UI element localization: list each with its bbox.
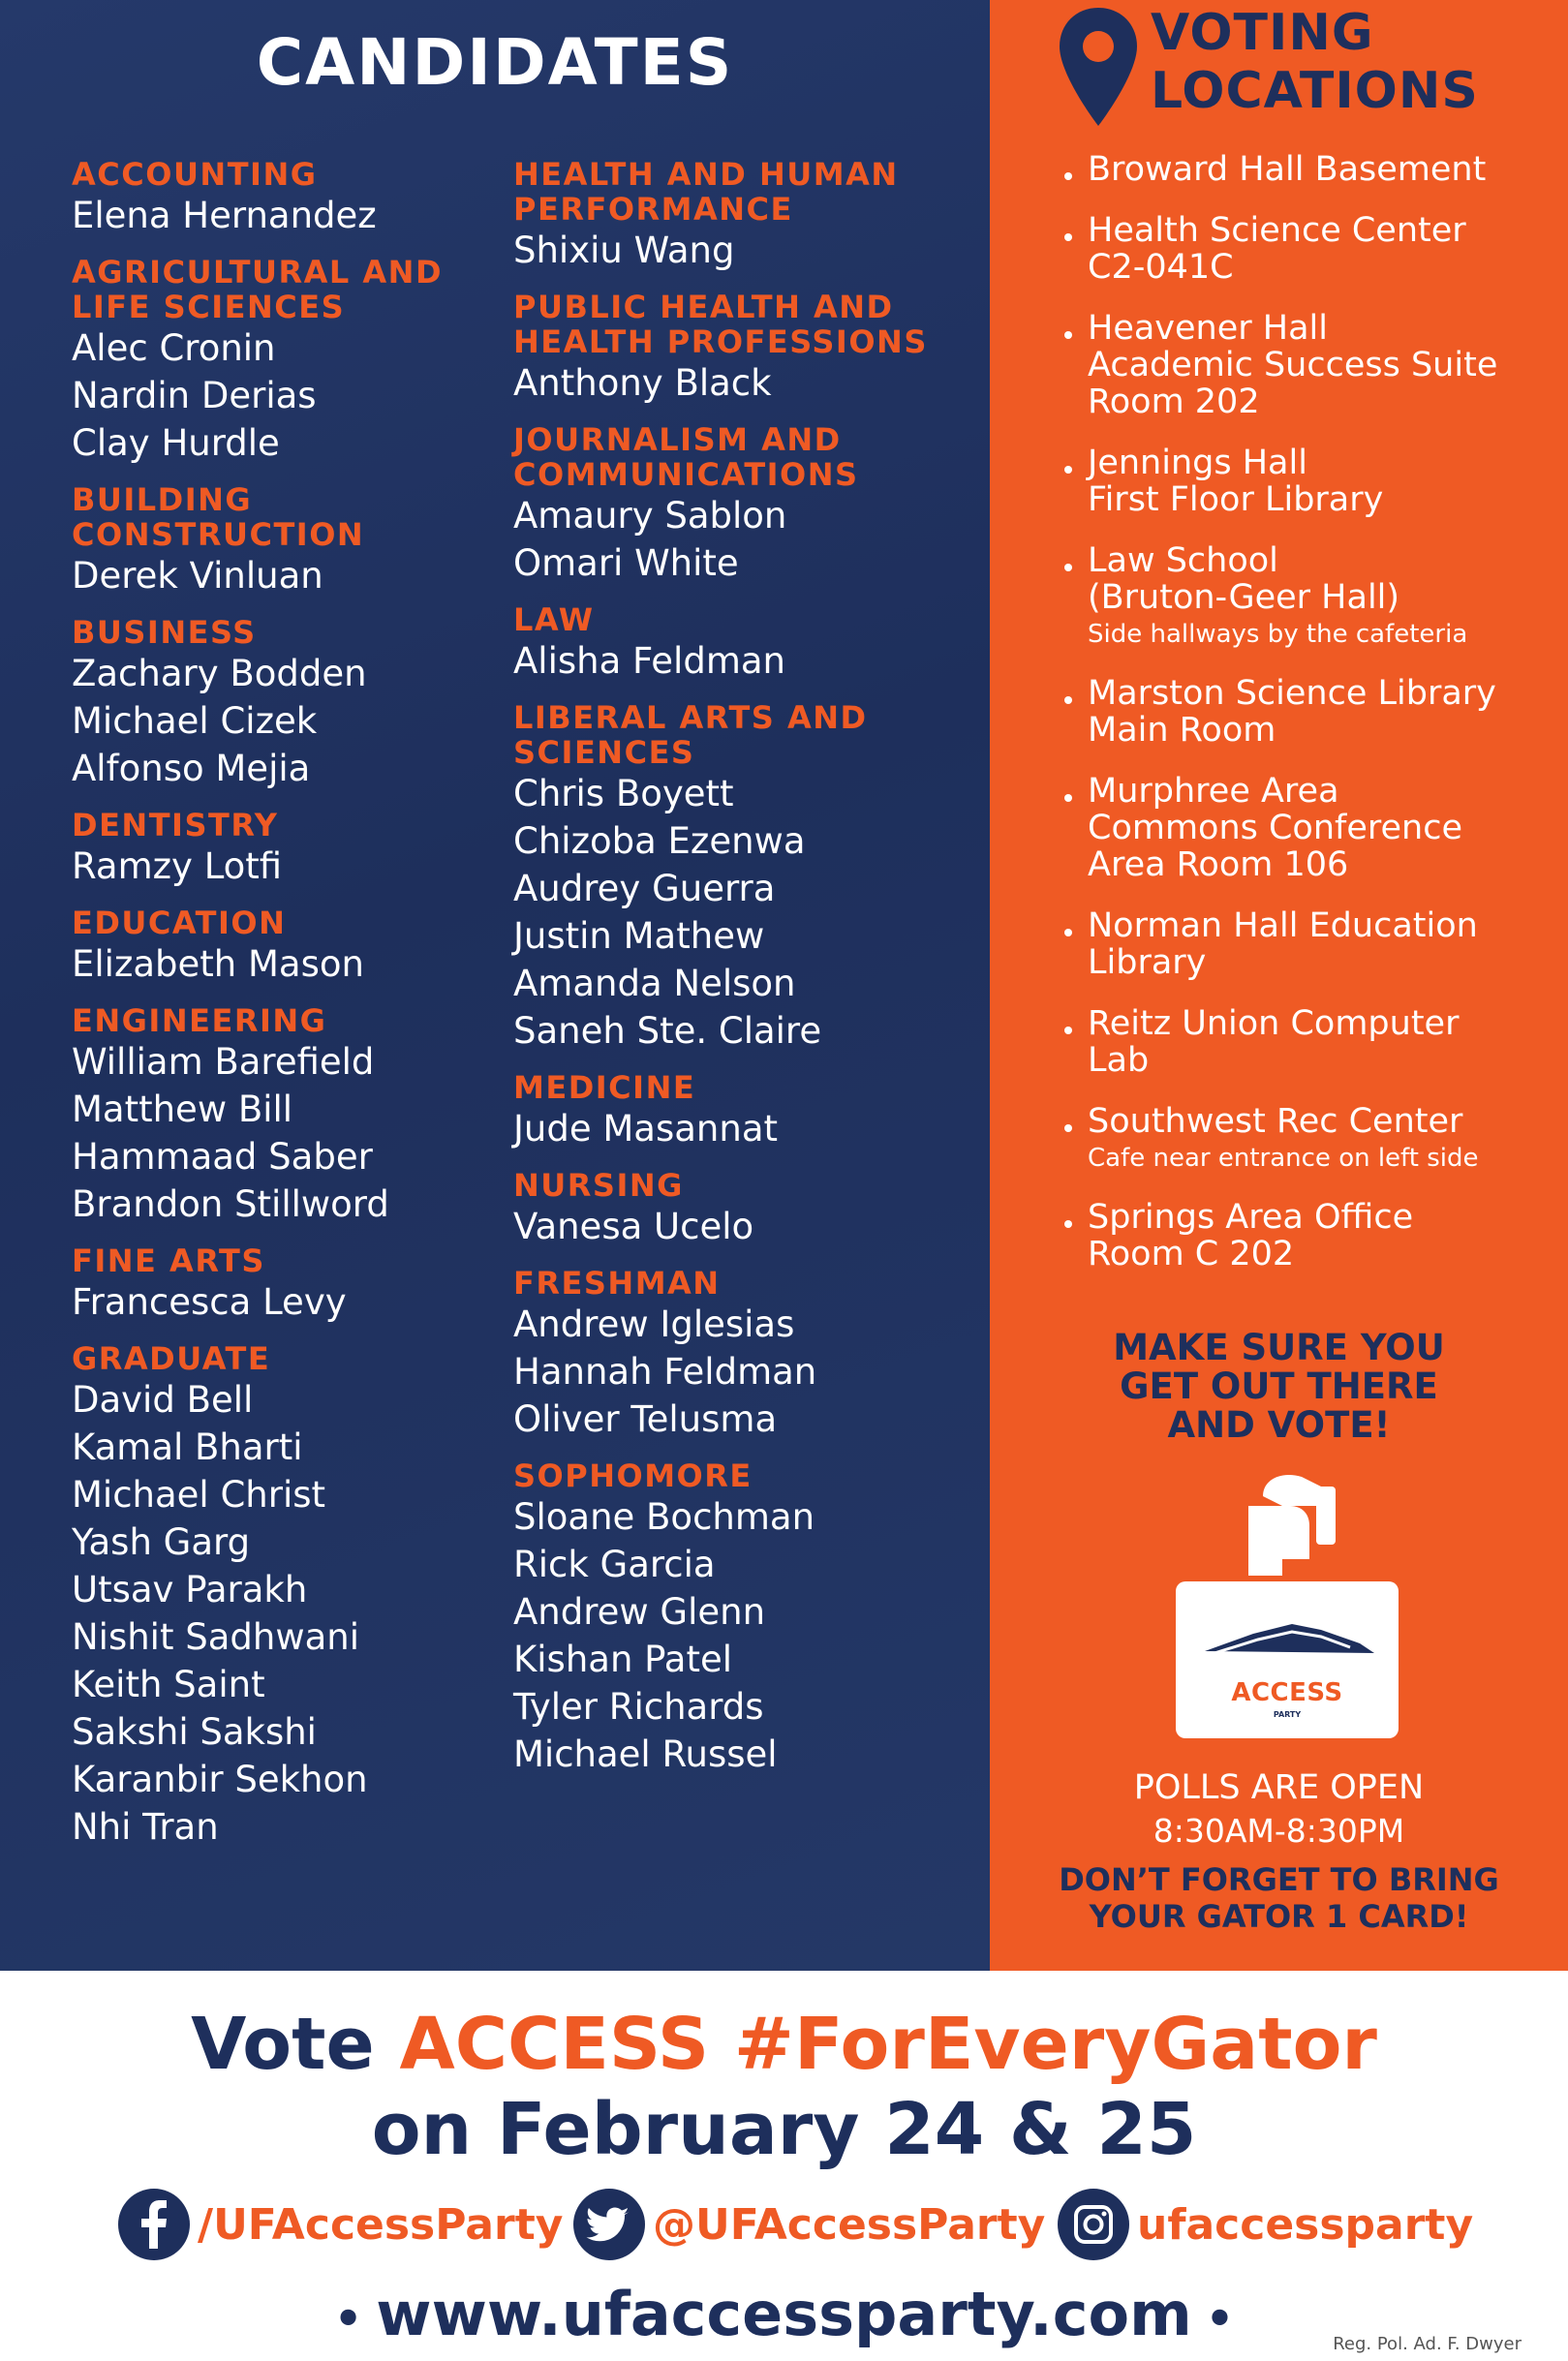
- candidate-name: Kamal Bharti: [72, 1426, 303, 1468]
- location-item: [1043, 907, 1566, 981]
- location-detail: Side hallways by the cafeteria: [1088, 620, 1468, 649]
- candidate-list: [513, 227, 988, 274]
- call-to-action: MAKE SURE YOU GET OUT THERE AND VOTE!: [1113, 1327, 1445, 1446]
- department-block: [513, 157, 988, 274]
- location-detail: Cafe near entrance on left side: [1088, 1144, 1479, 1173]
- twitter-icon: [571, 2187, 647, 2262]
- candidate-name: Vanesa Ucelo: [513, 1206, 754, 1247]
- department-block: [72, 482, 498, 599]
- department-block: [72, 615, 498, 792]
- facebook-icon: [116, 2187, 192, 2262]
- location-item: [1043, 773, 1566, 883]
- bullet-icon: [1064, 794, 1072, 802]
- location-name: Springs Area Office Room C 202: [1088, 1198, 1414, 1273]
- candidate-list: [72, 1376, 498, 1851]
- access-logo-subtext: PARTY: [1273, 1710, 1302, 1719]
- department-block: [513, 290, 988, 407]
- location-item: [1043, 1199, 1566, 1272]
- candidate-list: [72, 940, 498, 988]
- bullet-icon: [1064, 466, 1072, 474]
- candidate-name: Tyler Richards: [513, 1686, 764, 1728]
- department-block: [72, 1003, 498, 1228]
- slogan-line-1: [0, 2002, 1568, 2087]
- candidate-name: Omari White: [513, 542, 739, 584]
- candidate-name: Shixiu Wang: [513, 230, 735, 271]
- department-title: PUBLIC HEALTH AND HEALTH PROFESSIONS: [513, 289, 928, 360]
- footer: [0, 1971, 1568, 2361]
- bullet-icon: [1064, 331, 1072, 339]
- candidate-name: Nishit Sadhwani: [72, 1616, 359, 1658]
- candidate-list: [72, 324, 498, 467]
- location-name: Southwest Rec Center: [1088, 1102, 1463, 1141]
- polls-open-label: POLLS ARE OPEN: [1133, 1768, 1425, 1807]
- candidate-name: Francesca Levy: [72, 1281, 347, 1323]
- department-block: [72, 157, 498, 239]
- candidate-list: [513, 492, 988, 587]
- candidate-name: Nardin Derias: [72, 375, 317, 416]
- department-title: JOURNALISM AND COMMUNICATIONS: [513, 421, 859, 493]
- department-title: DENTISTRY: [72, 807, 279, 843]
- candidate-name: Keith Saint: [72, 1664, 265, 1705]
- location-item: [1043, 310, 1566, 420]
- candidate-name: Jude Masannat: [513, 1108, 779, 1150]
- candidate-name: Audrey Guerra: [513, 868, 776, 909]
- bullet-icon: [1064, 1220, 1072, 1228]
- department-title: HEALTH AND HUMAN PERFORMANCE: [513, 156, 899, 228]
- department-title: SOPHOMORE: [513, 1457, 753, 1494]
- facebook-handle[interactable]: /UFAccessParty: [198, 2199, 564, 2250]
- social-twitter[interactable]: [571, 2186, 1045, 2263]
- candidate-list: [513, 637, 988, 685]
- department-title: BUSINESS: [72, 614, 257, 651]
- candidate-list: [513, 770, 988, 1055]
- candidate-name: Rick Garcia: [513, 1544, 716, 1585]
- location-item: [1043, 212, 1566, 286]
- candidate-name: Yash Garg: [72, 1521, 251, 1563]
- department-title: BUILDING CONSTRUCTION: [72, 481, 365, 553]
- candidate-name: William Barefield: [72, 1041, 375, 1083]
- department-title: FRESHMAN: [513, 1265, 721, 1302]
- candidate-name: Zachary Bodden: [72, 653, 367, 694]
- slogan-vote: Vote: [191, 2003, 375, 2086]
- location-item: [1043, 445, 1566, 518]
- candidate-name: Justin Mathew: [513, 915, 765, 957]
- voting-locations-title: VOTING LOCATIONS: [1151, 4, 1479, 120]
- department-title: AGRICULTURAL AND LIFE SCIENCES: [72, 254, 443, 325]
- department-block: [72, 255, 498, 467]
- candidate-name: Clay Hurdle: [72, 422, 280, 464]
- slogan-party: ACCESS #ForEveryGator: [399, 2003, 1377, 2086]
- candidate-name: Derek Vinluan: [72, 555, 323, 597]
- candidate-list: [72, 1038, 498, 1228]
- department-block: [513, 1070, 988, 1152]
- bullet-icon: [1064, 233, 1072, 241]
- candidate-list: [513, 1203, 988, 1250]
- access-logo-text: ACCESS: [1231, 1678, 1343, 1707]
- bullet-icon: [1064, 564, 1072, 571]
- department-title: LIBERAL ARTS AND SCIENCES: [513, 699, 868, 771]
- candidate-name: Kishan Patel: [513, 1639, 733, 1680]
- candidate-name: Michael Cizek: [72, 700, 318, 742]
- candidate-name: Chris Boyett: [513, 773, 734, 814]
- candidate-list: [513, 1493, 988, 1778]
- candidate-name: Sloane Bochman: [513, 1496, 815, 1538]
- candidate-list: [513, 1301, 988, 1443]
- department-title: EDUCATION: [72, 905, 287, 941]
- candidate-name: Amanda Nelson: [513, 963, 796, 1004]
- location-name: Broward Hall Basement: [1088, 150, 1487, 189]
- department-title: ENGINEERING: [72, 1002, 327, 1039]
- location-name: Marston Science Library Main Room: [1088, 674, 1496, 750]
- candidate-name: Matthew Bill: [72, 1089, 293, 1130]
- website-link[interactable]: www.ufaccessparty.com: [376, 2279, 1192, 2349]
- bullet-right: •: [1205, 2291, 1235, 2345]
- twitter-handle[interactable]: @UFAccessParty: [653, 2199, 1046, 2250]
- candidates-column-2: [513, 157, 988, 1794]
- location-name: Murphree Area Commons Conference Area Room 106: [1088, 772, 1462, 884]
- candidate-name: Oliver Telusma: [513, 1398, 778, 1440]
- bullet-left: •: [333, 2291, 363, 2345]
- social-instagram[interactable]: [1056, 2186, 1473, 2263]
- candidate-name: Hammaad Saber: [72, 1136, 373, 1178]
- department-title: GRADUATE: [72, 1340, 271, 1377]
- department-block: [513, 700, 988, 1055]
- candidate-list: [72, 192, 498, 239]
- gator-card-reminder: DON’T FORGET TO BRING YOUR GATOR 1 CARD!: [1059, 1861, 1499, 1935]
- department-block: [72, 905, 498, 988]
- candidate-name: Michael Christ: [72, 1474, 326, 1516]
- location-item: [1043, 675, 1566, 749]
- candidate-name: Alec Cronin: [72, 327, 276, 369]
- department-block: [513, 602, 988, 685]
- candidate-list: [72, 650, 498, 792]
- candidate-name: Alisha Feldman: [513, 640, 785, 682]
- bullet-icon: [1064, 1027, 1072, 1034]
- bullet-icon: [1064, 929, 1072, 936]
- location-name: Law School (Bruton-Geer Hall): [1088, 541, 1400, 617]
- bullet-icon: [1064, 696, 1072, 704]
- candidate-name: Utsav Parakh: [72, 1569, 308, 1610]
- candidate-name: Amaury Sablon: [513, 495, 787, 537]
- location-item: [1043, 151, 1566, 188]
- candidate-name: Elizabeth Mason: [72, 943, 364, 985]
- candidate-name: Andrew Iglesias: [513, 1303, 795, 1345]
- department-block: [513, 422, 988, 587]
- locations-list: [1043, 151, 1566, 1297]
- candidate-name: Andrew Glenn: [513, 1591, 766, 1633]
- department-title: FINE ARTS: [72, 1242, 265, 1279]
- candidate-list: [513, 1105, 988, 1152]
- candidate-name: Sakshi Sakshi: [72, 1711, 317, 1753]
- candidates-heading: CANDIDATES: [256, 25, 734, 100]
- department-block: [513, 1458, 988, 1778]
- polls-hours: 8:30AM-8:30PM: [1153, 1812, 1405, 1850]
- location-name: Reitz Union Computer Lab: [1088, 1004, 1460, 1080]
- department-title: NURSING: [513, 1167, 684, 1204]
- bullet-icon: [1064, 172, 1072, 180]
- location-item: [1043, 542, 1566, 651]
- location-name: Heavener Hall Academic Success Suite Room 202: [1088, 309, 1498, 421]
- social-facebook[interactable]: [116, 2186, 563, 2263]
- department-title: MEDICINE: [513, 1069, 696, 1106]
- bullet-icon: [1064, 1124, 1072, 1132]
- candidate-list: [72, 552, 498, 599]
- candidate-name: David Bell: [72, 1379, 254, 1421]
- candidate-name: Alfonso Mejia: [72, 748, 311, 789]
- department-block: [72, 808, 498, 890]
- candidate-name: Elena Hernandez: [72, 195, 377, 236]
- map-pin-icon: [1057, 6, 1140, 128]
- instagram-handle[interactable]: ufaccessparty: [1137, 2199, 1474, 2250]
- candidate-list: [72, 843, 498, 890]
- location-item: [1043, 1103, 1566, 1175]
- department-block: [513, 1266, 988, 1443]
- location-name: Jennings Hall First Floor Library: [1088, 444, 1384, 519]
- instagram-icon: [1056, 2187, 1131, 2262]
- slogan-date: on February 24 & 25: [371, 2088, 1197, 2171]
- department-block: [72, 1243, 498, 1326]
- candidate-name: Anthony Black: [513, 362, 772, 404]
- political-ad-disclaimer: Reg. Pol. Ad. F. Dwyer: [1333, 2334, 1522, 2354]
- location-item: [1043, 1005, 1566, 1079]
- location-name: Health Science Center C2-041C: [1088, 211, 1466, 287]
- candidate-name: Chizoba Ezenwa: [513, 820, 806, 862]
- candidate-name: Nhi Tran: [72, 1806, 219, 1848]
- department-title: ACCOUNTING: [72, 156, 318, 193]
- candidates-column-1: [72, 157, 498, 1866]
- department-title: LAW: [513, 601, 595, 638]
- location-name: Norman Hall Education Library: [1088, 906, 1478, 982]
- candidate-name: Karanbir Sekhon: [72, 1759, 368, 1800]
- department-block: [72, 1341, 498, 1851]
- candidate-list: [72, 1278, 498, 1326]
- candidate-name: Brandon Stillword: [72, 1183, 389, 1225]
- candidate-name: Ramzy Lotfi: [72, 845, 283, 887]
- candidate-name: Saneh Ste. Claire: [513, 1010, 822, 1052]
- voting-locations-panel: [990, 0, 1568, 1971]
- candidate-name: Hannah Feldman: [513, 1351, 817, 1393]
- candidate-list: [513, 359, 988, 407]
- candidate-name: Michael Russel: [513, 1733, 778, 1775]
- department-block: [513, 1168, 988, 1250]
